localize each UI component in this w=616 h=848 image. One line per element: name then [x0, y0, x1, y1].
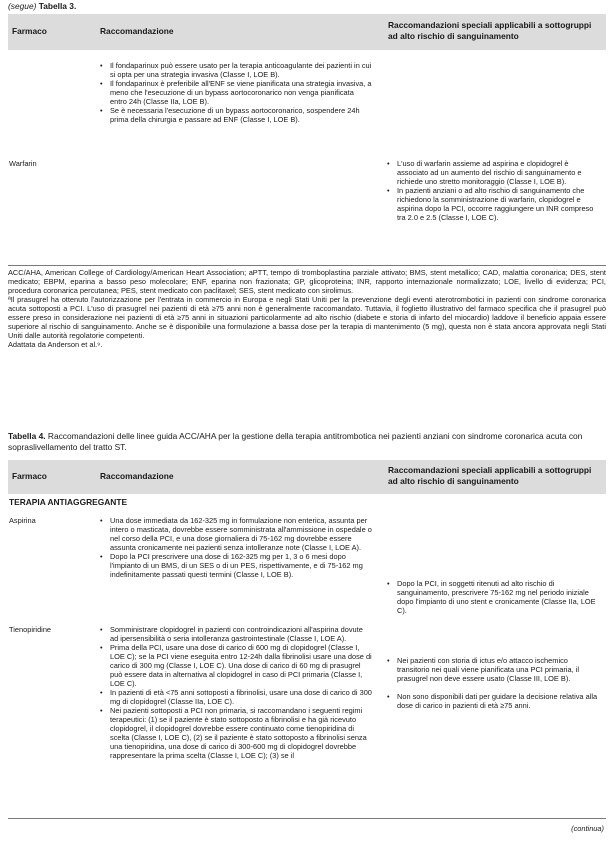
list-item: • Il fondaparinux è preferibile all'ENF se viene pianificata una strategia invasiva, a meno che l'esecuzione di un bypass aortocoronarico non venga pianificata entro 24h (Classe IIa, LOE B).: [100, 79, 372, 106]
list-item: • Nei pazienti con storia di ictus e/o attacco ischemico transitorio nei quali viene pianificata una PCI primaria, il prasugrel non deve essere usato (Classe III, LOE B).: [387, 656, 601, 683]
table3-bottom-rule: [8, 265, 606, 266]
section-antiplatelet-therapy: TERAPIA ANTIAGGREGANTE: [9, 497, 128, 507]
list-item: • In pazienti anziani o ad alto rischio di sanguinamento che richiedono la somministrazione di warfarin, clopidogrel e aspirina dopo la PCI, occorre raggiungere un INR compreso tra 2.0 e 2.5 (Classe I, LOE C).: [387, 186, 601, 222]
table3-header-special: Raccomandazioni speciali applicabili a sottogruppi ad alto rischio di sanguinamento: [388, 20, 592, 41]
list-item: • Dopo la PCI, in soggetti ritenuti ad alto rischio di sanguinamento, prescrivere 75-162 mg nel periodo iniziale dopo l'impianto di uno stent e cronicamente (Classe IIa, LOE C).: [387, 579, 601, 615]
table3-title: Tabella 3.: [38, 1, 77, 11]
table4-header: [8, 460, 606, 494]
list-item: • Se è necessaria l'esecuzione di un bypass aortocoronarico, sospendere 24h prima della chirurgia e passare ad ENF (Classe I, LOE B).: [100, 106, 372, 124]
aspirin-label: Aspirina: [9, 516, 36, 525]
list-item: • Il fondaparinux può essere usato per la terapia anticoagulante dei pazienti in cui si opta per una strategia invasiva (Classe I, LOE B).: [100, 61, 372, 79]
list-item: • Prima della PCI, usare una dose di carico di 600 mg di clopidogrel (Classe I, LOE C); se la PCI viene eseguita entro 12-24h dalla fibrinolisi usare una dose di carico di 300 mg (Classe I, LOE C). Una dose di carico di 60 mg di prasugrel può essere data in alternativa al clopidogrel in caso di PCI primaria (Classe I, LOE C).: [100, 643, 372, 688]
table4-caption-text: Raccomandazioni delle linee guida ACC/AHA per la gestione della terapia antitrombotica nei pazienti anziani con sindrome coronarica acuta con sopraslivellamento del tratto ST.: [8, 431, 583, 452]
table4-header-recommendation: Raccomandazione: [100, 471, 174, 481]
table4-header-drug: Farmaco: [12, 471, 47, 481]
list-item: • Non sono disponibili dati per guidare la decisione relativa alla dose di carico in pazienti di età ≥75 anni.: [387, 692, 601, 710]
table3-footnotes: [8, 268, 606, 349]
thienopyridines-label: Tienopiridine: [9, 625, 52, 634]
aspirin-special-list: [387, 579, 601, 615]
thienopyridines-special-list: [387, 656, 601, 710]
footnote-abbreviations: ACC/AHA, American College of Cardiology/American Heart Association; aPTT, tempo di tromboplastina parziale attivato; BMS, stent metallico; CAD, malattia coronarica; DES, stent medicato; EBPM, eparina a basso peso molecolare; ENF, eparina non frazionata; GP, glicoproteina; INR, rapporto internazionale normalizzato; LOE, livello di evidenza; PCI, procedura coronarica percutanea; PES, stent medicato con paclitaxel; SES, stent medicato con sirolimus.: [8, 268, 606, 295]
list-item: • In pazienti di età <75 anni sottoposti a fibrinolisi, usare una dose di carico di 300 mg di clopidogrel (Classe IIa, LOE C).: [100, 688, 372, 706]
table4-header-special: Raccomandazioni speciali applicabili a sottogruppi ad alto rischio di sanguinamento: [388, 465, 592, 486]
list-item: • L'uso di warfarin assieme ad aspirina e clopidogrel è associato ad un aumento del rischio di sanguinamento e richiede uno stretto monitoraggio (Classe I, LOE B).: [387, 159, 601, 186]
continued-marker: (segue): [8, 1, 37, 11]
table3-header: [8, 14, 606, 50]
warfarin-label: Warfarin: [9, 159, 37, 168]
list-item: • Somministrare clopidogrel in pazienti con controindicazioni all'aspirina dovute ad ipersensibilità o seria intolleranza gastrointestinale (Classe I, LOE A).: [100, 625, 372, 643]
list-item: • Dopo la PCI prescrivere una dose di 162-325 mg per 1, 3 o 6 mesi dopo l'impianto di un BMS, di un SES o di un PES, rispettivamente, e di 75-162 mg indefinitamente passati questi termini (Classe I, LOE B).: [100, 552, 372, 579]
warfarin-special-list: [387, 159, 601, 222]
thienopyridines-recommendation-list: [100, 625, 372, 760]
list-item: • Una dose immediata da 162-325 mg in formulazione non enterica, assunta per intero o masticata, dovrebbe essere somministrata all'ammissione in ospedale o nel corso della PCI, e una dose giornaliera di 75-162 mg dovrebbe essere assunta cronicamente nei pazienti senza intolleranze note (Classe I, LOE A).: [100, 516, 372, 552]
table3-header-recommendation: Raccomandazione: [100, 26, 174, 36]
table4-bottom-rule: [8, 818, 606, 819]
aspirin-recommendation-list: [100, 516, 372, 579]
list-item: • Nei pazienti sottoposti a PCI non primaria, si raccomandano i seguenti regimi terapeutici: (1) se il paziente è stato sottoposto a fibrinolisi e ha già ricevuto clopidogrel, il clopidogrel dovrebbe essere continuato come tienopiridina di scelta (Classe I, LOE C), (2) se il paziente è stato sottoposto a fibrinolisi senza una tienopiridina, una dose di carico di 300-600 mg di clopidogrel dovrebbe rappresentare la prima scelta (Classe I, LOE C); (3) se il: [100, 706, 372, 760]
table4-caption: [8, 431, 606, 452]
fondaparinux-list: [100, 61, 372, 124]
footnote-prasugrel: ªIl prasugrel ha ottenuto l'autorizzazione per l'entrata in commercio in Europa e negli Stati Uniti per la prevenzione degli eventi aterotrombotici in pazienti con sindrome coronarica acuta sottoposti a PCI. L'uso di prasugrel nei pazienti di età ≥75 anni non è generalmente raccomandato. Tuttavia, il foglietto illustrativo del farmaco specifica che il prasugrel può essere preso in considerazione nei pazienti di età ≥75 anni in situazioni particolarmente ad alto rischio (diabete e storia di infarto del miocardio) laddove il beneficio appaia essere superiore al rischio di sanguinamento. Anche se è disponibile una formulazione a bassa dose per la terapia di mantenimento (5 mg), questa non è stata ancora approvata negli Stati Uniti dalle autorità regolatorie competenti.: [8, 295, 606, 340]
continued-footer: (continua): [571, 824, 604, 833]
footnote-source: Adattata da Anderson et al.⁹.: [8, 340, 103, 349]
table3-header-drug: Farmaco: [12, 26, 47, 36]
table3-caption: [8, 1, 606, 12]
table4-title: Tabella 4.: [8, 431, 46, 441]
